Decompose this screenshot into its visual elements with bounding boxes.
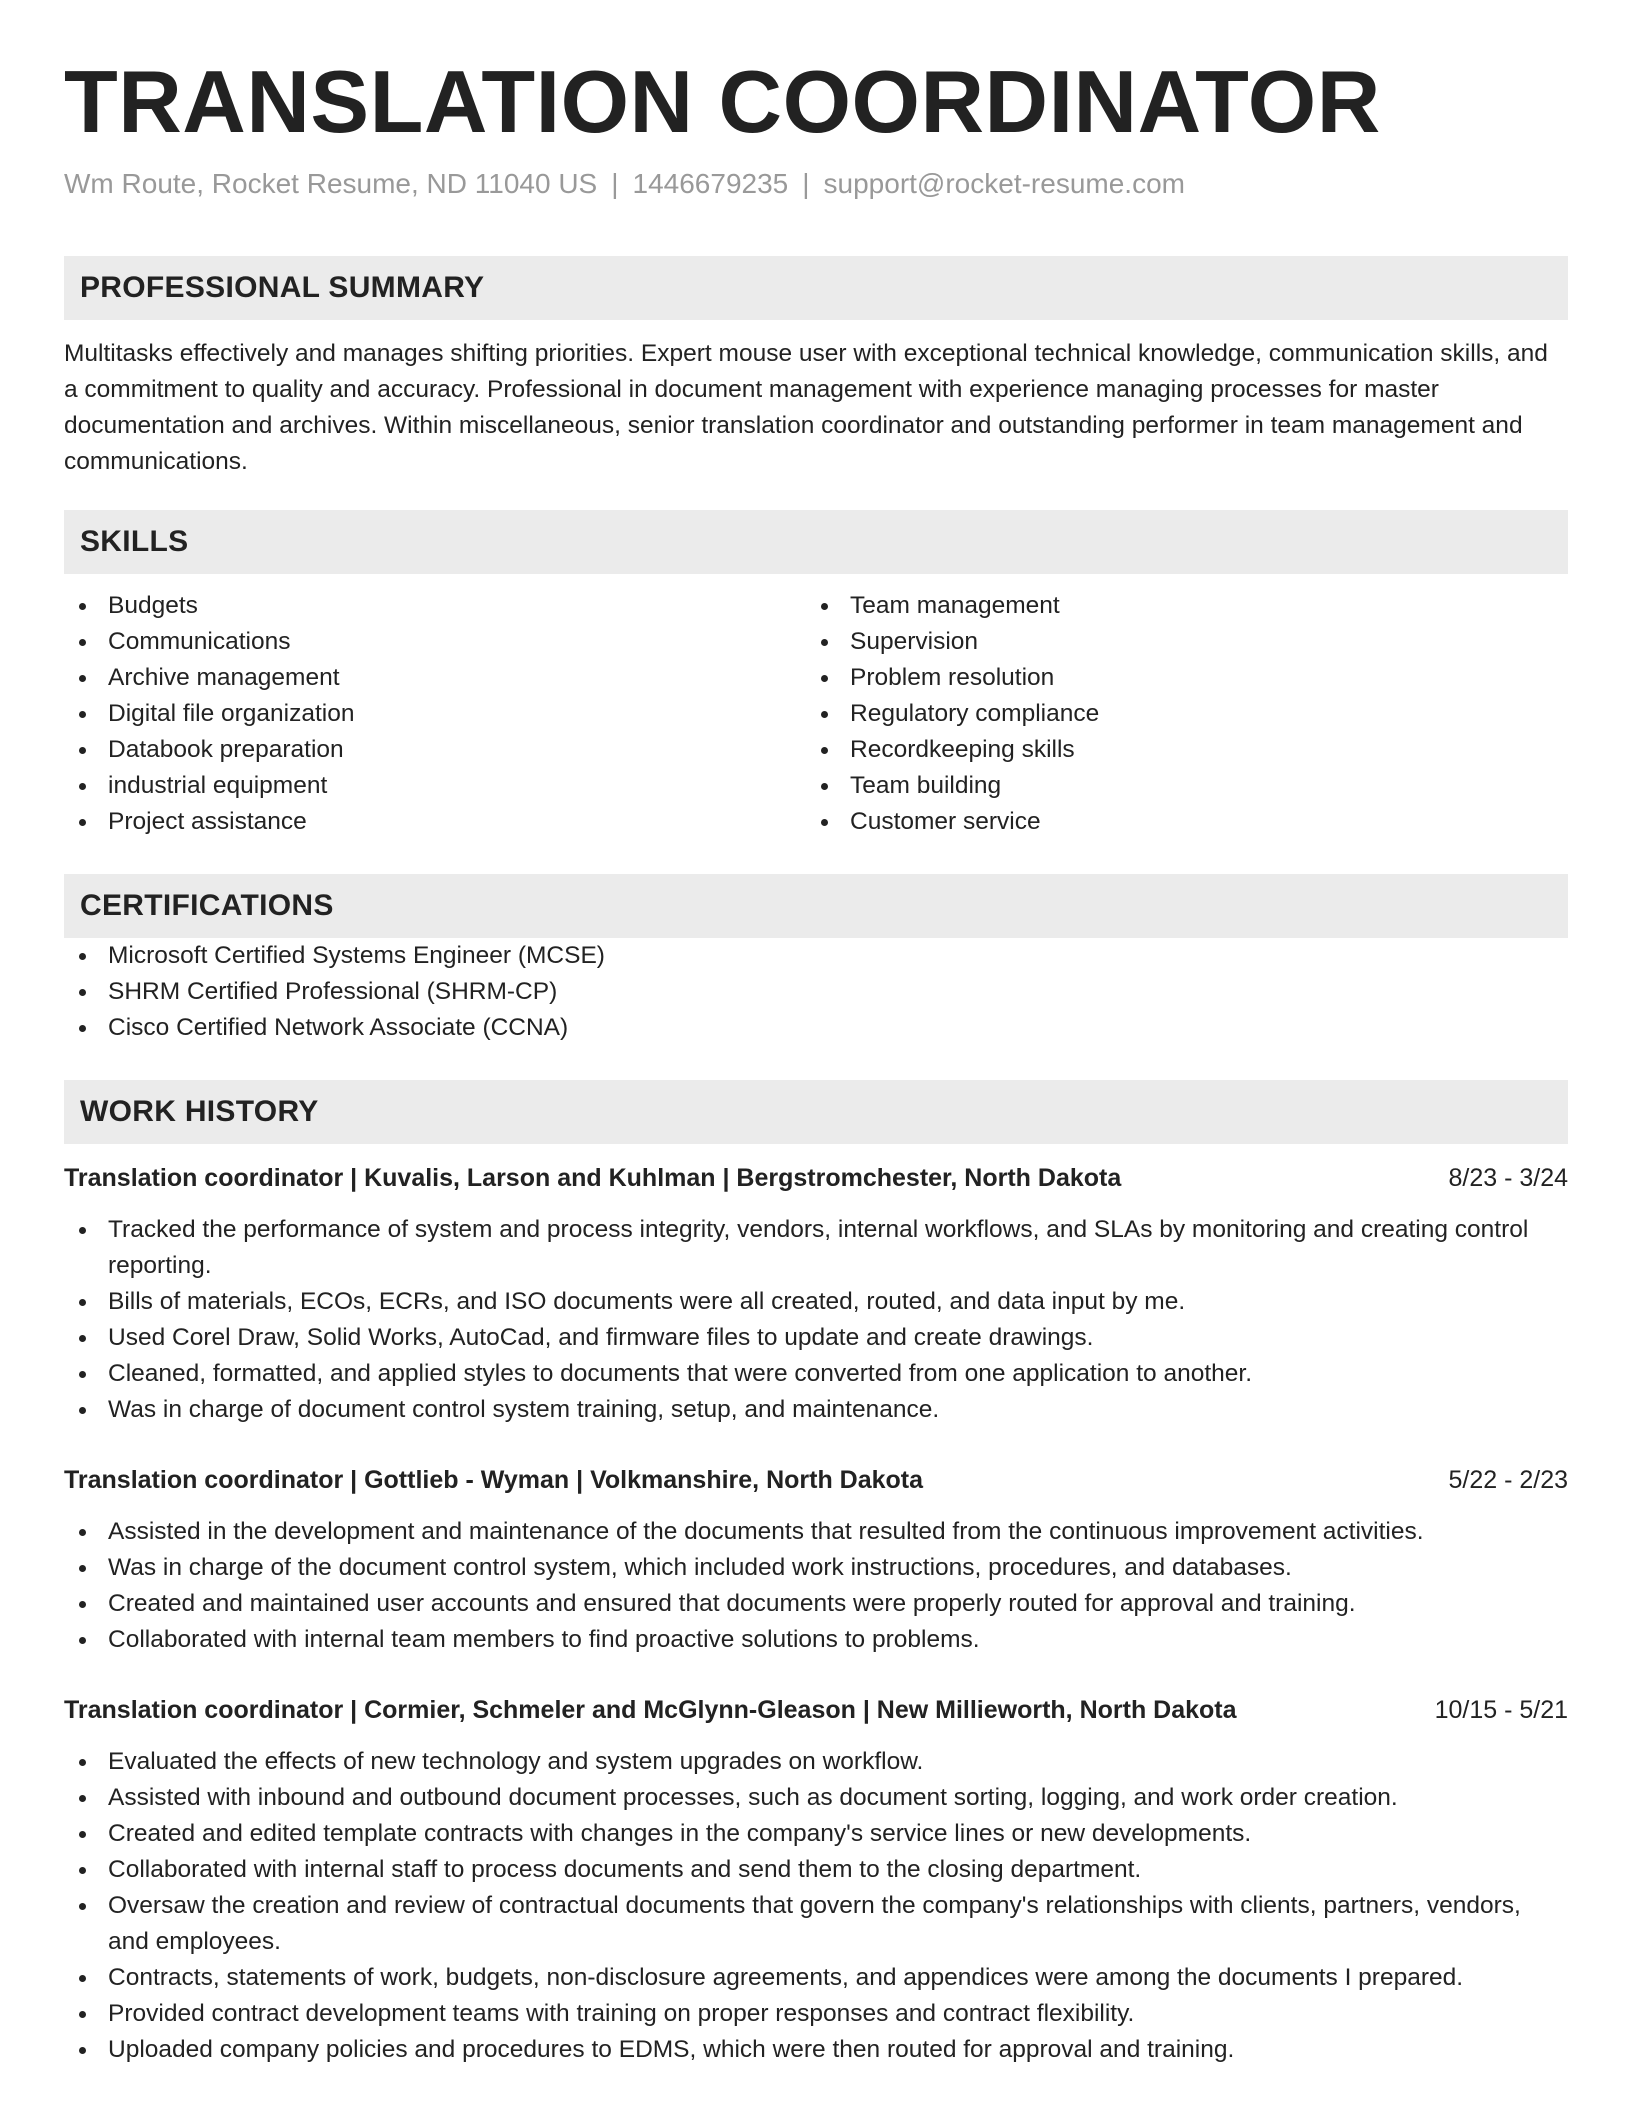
job-title: Translation coordinator | Cormier, Schmeler and McGlynn-Gleason | New Millieworth, North Dakota — [64, 1696, 1237, 1724]
job-bullet: Assisted with inbound and outbound document processes, such as document sorting, logging, and work order creation. — [64, 1780, 1568, 1816]
skill-item: Problem resolution — [806, 660, 1548, 696]
job-bullet: Bills of materials, ECOs, ECRs, and ISO documents were all created, routed, and data input by me. — [64, 1284, 1568, 1320]
contact-address: Wm Route, Rocket Resume, ND 11040 US — [64, 168, 598, 199]
contact-email: support@rocket-resume.com — [823, 168, 1185, 199]
skills-list-left — [64, 588, 806, 840]
job-title: Translation coordinator | Kuvalis, Larson and Kuhlman | Bergstromchester, North Dakota — [64, 1164, 1122, 1192]
skills-column-left — [64, 588, 806, 840]
job-bullet: Uploaded company policies and procedures to EDMS, which were then routed for approval and training. — [64, 2032, 1568, 2068]
contact-phone: 1446679235 — [632, 168, 789, 199]
skills-heading: SKILLS — [64, 510, 1568, 574]
certification-item: Microsoft Certified Systems Engineer (MCSE) — [64, 938, 1568, 974]
job-dates: 5/22 - 2/23 — [1448, 1466, 1568, 1494]
job-bullet: Was in charge of document control system training, setup, and maintenance. — [64, 1392, 1568, 1428]
job-bullet: Created and edited template contracts with changes in the company's service lines or new developments. — [64, 1816, 1568, 1852]
skill-item: Customer service — [806, 804, 1548, 840]
job-bullet: Collaborated with internal team members to find proactive solutions to problems. — [64, 1622, 1568, 1658]
skill-item: Regulatory compliance — [806, 696, 1548, 732]
skill-item: Supervision — [806, 624, 1548, 660]
page-title: TRANSLATION COORDINATOR — [64, 52, 1381, 151]
skill-item: Project assistance — [64, 804, 806, 840]
skill-item: Team management — [806, 588, 1548, 624]
skills-columns — [64, 588, 1568, 840]
job-bullet: Contracts, statements of work, budgets, non-disclosure agreements, and appendices were among the documents I prepared. — [64, 1960, 1568, 1996]
summary-text: Multitasks effectively and manages shifting priorities. Expert mouse user with exceptional technical knowledge, communication skills, and a commitment to quality and accuracy. Professional in document management with experience managing processes for master documentation and archives. Within miscellaneous, senior translation coordinator and outstanding performer in team management and communications. — [64, 340, 1548, 475]
skill-item: Recordkeeping skills — [806, 732, 1548, 768]
job-dates: 8/23 - 3/24 — [1448, 1164, 1568, 1192]
skills-list-right — [806, 588, 1548, 840]
contact-line — [64, 166, 1568, 202]
skill-item: Team building — [806, 768, 1548, 804]
job-title-row — [64, 1160, 1568, 1196]
job-bullet: Was in charge of the document control system, which included work instructions, procedures, and databases. — [64, 1550, 1568, 1586]
job-bullets — [64, 1744, 1568, 2068]
job-bullet: Collaborated with internal staff to process documents and send them to the closing department. — [64, 1852, 1568, 1888]
job-title: Translation coordinator | Gottlieb - Wyman | Volkmanshire, North Dakota — [64, 1466, 924, 1494]
certification-item: SHRM Certified Professional (SHRM-CP) — [64, 974, 1568, 1010]
job-title-row — [64, 1692, 1568, 1728]
certification-item: Cisco Certified Network Associate (CCNA) — [64, 1010, 1568, 1046]
skill-item: Digital file organization — [64, 696, 806, 732]
job-bullet: Provided contract development teams with training on proper responses and contract flexibility. — [64, 1996, 1568, 2032]
job-bullet: Tracked the performance of system and process integrity, vendors, internal workflows, and SLAs by monitoring and creating control reporting. — [64, 1212, 1568, 1284]
job-bullet: Cleaned, formatted, and applied styles to documents that were converted from one application to another. — [64, 1356, 1568, 1392]
job-bullet: Oversaw the creation and review of contractual documents that govern the company's relationships with clients, partners, vendors, and employees. — [64, 1888, 1568, 1960]
job-bullets — [64, 1514, 1568, 1658]
contact-separator: | — [611, 168, 619, 199]
job-entry — [64, 1462, 1568, 1658]
job-title-row — [64, 1462, 1568, 1498]
work-history-heading: WORK HISTORY — [64, 1080, 1568, 1144]
skills-column-right — [806, 588, 1548, 840]
job-entry — [64, 1692, 1568, 2068]
certifications-heading: CERTIFICATIONS — [64, 874, 1568, 938]
job-entry — [64, 1160, 1568, 1428]
job-dates: 10/15 - 5/21 — [1434, 1696, 1568, 1724]
job-bullet: Used Corel Draw, Solid Works, AutoCad, and firmware files to update and create drawings. — [64, 1320, 1568, 1356]
job-bullets — [64, 1212, 1568, 1428]
skill-item: Budgets — [64, 588, 806, 624]
certifications-list — [64, 938, 1568, 1046]
job-bullet: Created and maintained user accounts and ensured that documents were properly routed for approval and training. — [64, 1586, 1568, 1622]
job-bullet: Evaluated the effects of new technology and system upgrades on workflow. — [64, 1744, 1568, 1780]
contact-separator: | — [802, 168, 810, 199]
job-bullet: Assisted in the development and maintenance of the documents that resulted from the continuous improvement activities. — [64, 1514, 1568, 1550]
skill-item: Communications — [64, 624, 806, 660]
skill-item: industrial equipment — [64, 768, 806, 804]
skill-item: Databook preparation — [64, 732, 806, 768]
summary-heading: PROFESSIONAL SUMMARY — [64, 256, 1568, 320]
skill-item: Archive management — [64, 660, 806, 696]
